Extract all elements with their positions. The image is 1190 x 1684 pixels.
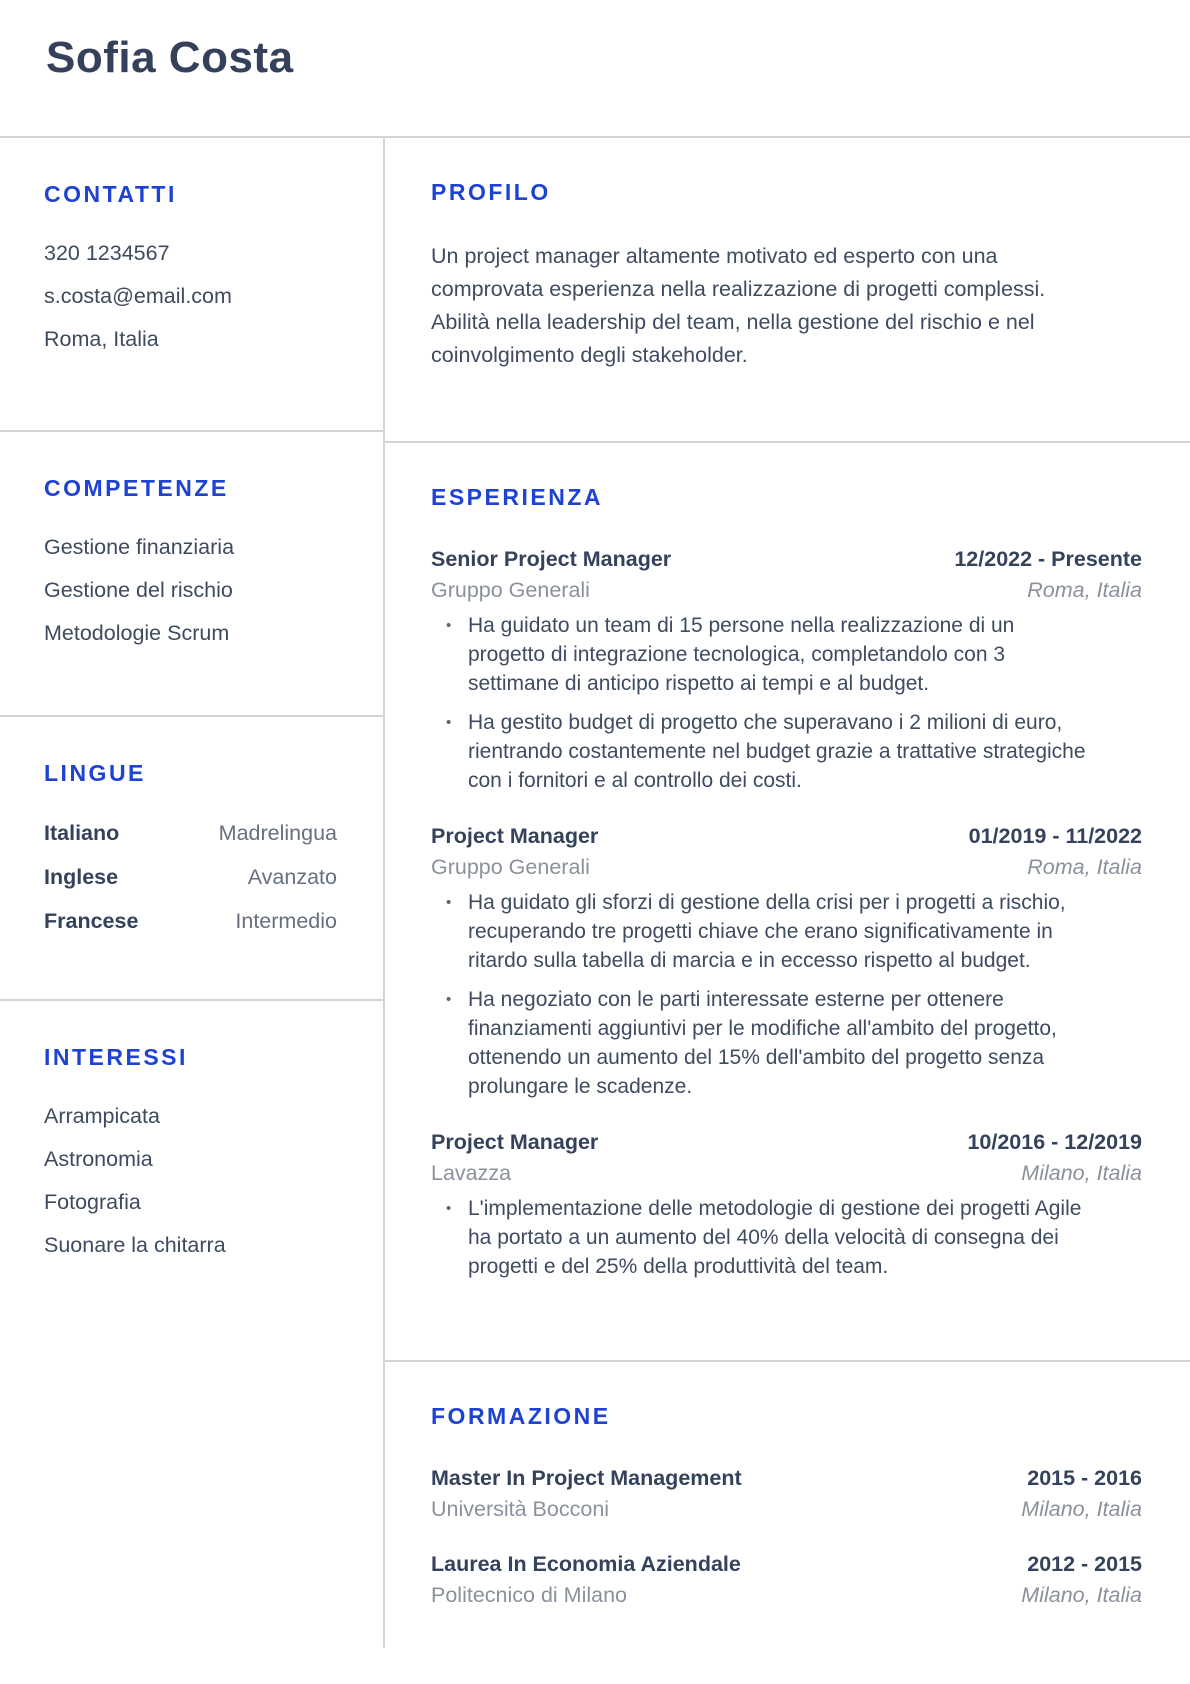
resume-body bbox=[0, 136, 1190, 1648]
language-name: Francese bbox=[44, 909, 139, 933]
job-dates: 01/2019 - 11/2022 bbox=[968, 824, 1142, 848]
degree-dates: 2012 - 2015 bbox=[1027, 1552, 1142, 1576]
contact-phone: 320 1234567 bbox=[44, 241, 170, 265]
profile-summary: Un project manager altamente motivato ed esperto con una comprovata esperienza nella realizzazione di progetti complessi. Abilità nella leadership del team, nella gestione del rischio e nel coinvolgimento degli stakeholder. bbox=[431, 244, 1046, 367]
job-subheader-row bbox=[431, 1159, 1142, 1187]
degree-dates: 2015 - 2016 bbox=[1027, 1466, 1142, 1490]
job-bullet-list bbox=[431, 888, 1093, 1101]
job-header-row bbox=[431, 822, 1142, 850]
esperienza-title: ESPERIENZA bbox=[431, 484, 603, 510]
degree-title: Laurea In Economia Aziendale bbox=[431, 1552, 741, 1576]
degree-school: Università Bocconi bbox=[431, 1497, 610, 1521]
degree-location: Milano, Italia bbox=[1021, 1497, 1142, 1521]
education-entry bbox=[431, 1550, 1142, 1609]
contact-location: Roma, Italia bbox=[44, 327, 159, 351]
lingue-title: LINGUE bbox=[44, 760, 146, 786]
job-entry bbox=[431, 1128, 1142, 1281]
section-formazione bbox=[385, 1360, 1190, 1629]
contact-email: s.costa@email.com bbox=[44, 284, 232, 308]
job-company: Gruppo Generali bbox=[431, 855, 590, 879]
job-subheader-row bbox=[431, 853, 1142, 881]
contatti-title: CONTATTI bbox=[44, 181, 177, 207]
skill-item: Metodologie Scrum bbox=[44, 621, 230, 645]
job-header-row bbox=[431, 545, 1142, 573]
interest-item: Fotografia bbox=[44, 1190, 141, 1214]
language-level: Avanzato bbox=[247, 865, 337, 889]
job-bullet: • Ha guidato un team di 15 persone nella realizzazione di un progetto di integrazione tecnologica, completandolo con 3 settimane di anticipo rispetto ai tempi e al budget. bbox=[431, 611, 1093, 698]
job-title: Project Manager bbox=[431, 1130, 599, 1154]
job-bullet: • L'implementazione delle metodologie di gestione dei progetti Agile ha portato a un aumento del 40% della velocità di consegna dei progetti e del 25% della produttività del team. bbox=[431, 1194, 1093, 1281]
section-esperienza bbox=[385, 441, 1190, 1360]
job-bullet-list bbox=[431, 1194, 1093, 1281]
job-subheader-row bbox=[431, 576, 1142, 604]
section-interessi bbox=[0, 999, 383, 1301]
job-location: Roma, Italia bbox=[1027, 855, 1142, 879]
job-header-row bbox=[431, 1128, 1142, 1156]
section-contatti bbox=[0, 136, 383, 430]
resume-header bbox=[0, 0, 1190, 136]
degree-school: Politecnico di Milano bbox=[431, 1583, 627, 1607]
job-title: Senior Project Manager bbox=[431, 547, 672, 571]
language-row bbox=[44, 865, 337, 890]
main-column bbox=[385, 136, 1190, 1648]
language-name: Inglese bbox=[44, 865, 119, 889]
interessi-title: INTERESSI bbox=[44, 1044, 188, 1070]
section-lingue bbox=[0, 715, 383, 999]
job-bullet: • Ha guidato gli sforzi di gestione della crisi per i progetti a rischio, recuperando tre progetti chiave che erano significativamente in ritardo sulla tabella di marcia e in eccesso rispetto al budget. bbox=[431, 888, 1093, 975]
education-header-row bbox=[431, 1550, 1142, 1578]
education-header-row bbox=[431, 1464, 1142, 1492]
degree-location: Milano, Italia bbox=[1021, 1583, 1142, 1607]
interest-item: Arrampicata bbox=[44, 1104, 160, 1128]
education-subheader-row bbox=[431, 1495, 1142, 1523]
education-entry bbox=[431, 1464, 1142, 1523]
job-company: Gruppo Generali bbox=[431, 578, 590, 602]
job-company: Lavazza bbox=[431, 1161, 512, 1185]
job-location: Milano, Italia bbox=[1021, 1161, 1142, 1185]
section-competenze bbox=[0, 430, 383, 715]
language-level: Intermedio bbox=[235, 909, 337, 933]
skill-item: Gestione finanziaria bbox=[44, 535, 235, 559]
job-entry bbox=[431, 822, 1142, 1101]
job-dates: 10/2016 - 12/2019 bbox=[967, 1130, 1142, 1154]
profilo-title: PROFILO bbox=[431, 179, 551, 205]
language-row bbox=[44, 821, 337, 846]
candidate-name: Sofia Costa bbox=[46, 33, 294, 82]
sidebar bbox=[0, 136, 385, 1648]
language-row bbox=[44, 909, 337, 934]
job-bullet-list bbox=[431, 611, 1093, 795]
interest-item: Astronomia bbox=[44, 1147, 153, 1171]
job-dates: 12/2022 - Presente bbox=[954, 547, 1142, 571]
competenze-title: COMPETENZE bbox=[44, 475, 229, 501]
interest-item: Suonare la chitarra bbox=[44, 1233, 226, 1257]
skill-item: Gestione del rischio bbox=[44, 578, 233, 602]
degree-title: Master In Project Management bbox=[431, 1466, 742, 1490]
job-location: Roma, Italia bbox=[1027, 578, 1142, 602]
language-level: Madrelingua bbox=[218, 821, 337, 845]
section-profilo bbox=[385, 136, 1190, 441]
job-entry bbox=[431, 545, 1142, 795]
job-bullet: • Ha negoziato con le parti interessate esterne per ottenere finanziamenti aggiuntivi per le modifiche all'ambito del progetto, ottenendo un aumento del 15% dell'ambito del progetto senza prolungare le scadenze. bbox=[431, 985, 1093, 1101]
job-title: Project Manager bbox=[431, 824, 599, 848]
language-name: Italiano bbox=[44, 821, 120, 845]
job-bullet: • Ha gestito budget di progetto che superavano i 2 milioni di euro, rientrando costantemente nel budget grazie a trattative strategiche con i fornitori e al controllo dei costi. bbox=[431, 708, 1093, 795]
education-subheader-row bbox=[431, 1581, 1142, 1609]
formazione-title: FORMAZIONE bbox=[431, 1403, 611, 1429]
